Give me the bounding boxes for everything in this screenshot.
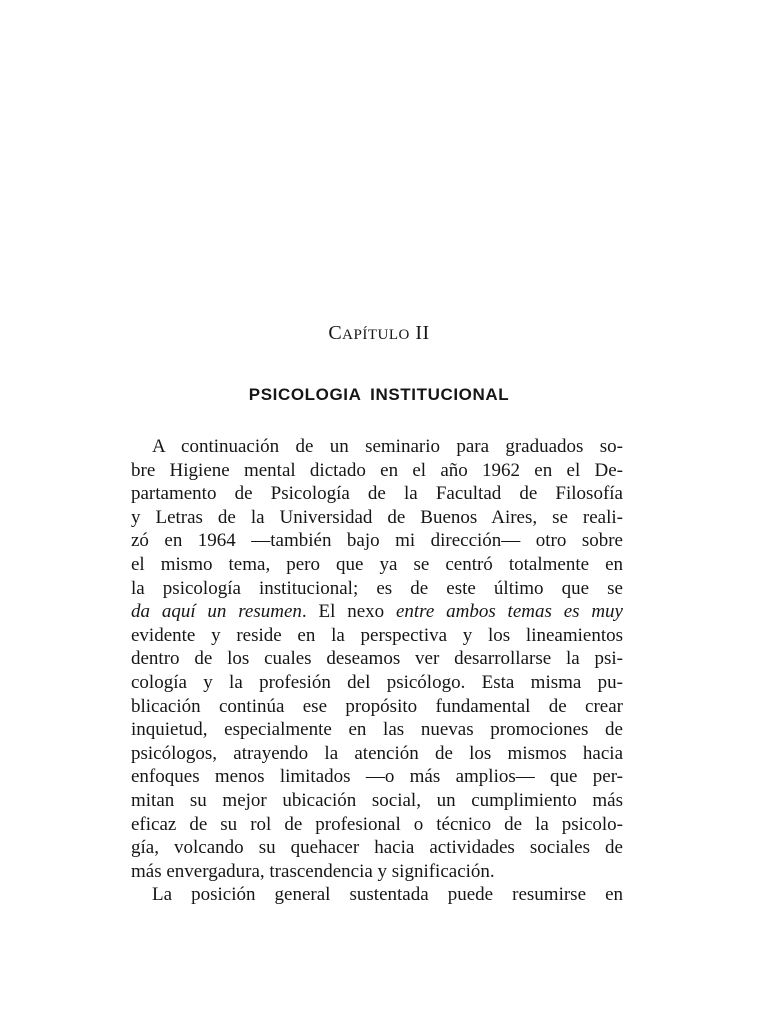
text-segment: enfoques menos limitados —o más amplios— que per- [131, 766, 623, 788]
chapter-word-rest: APÍTULO [342, 327, 410, 343]
text-line [131, 600, 623, 624]
text-line [131, 577, 623, 601]
text-line [131, 647, 623, 671]
text-segment: el mismo tema, pero que ya se centró totalmente en [131, 553, 623, 575]
text-segment: bre Higiene mental dictado en el año 1962 en el De- [131, 459, 623, 481]
text-line [131, 482, 623, 506]
text-segment: cología y la profesión del psicólogo. Esta misma pu- [131, 671, 623, 693]
text-line [131, 624, 623, 648]
chapter-numeral: II [415, 322, 430, 344]
chapter-first-letter: C [328, 322, 343, 344]
text-line [131, 553, 623, 577]
paragraph [131, 435, 623, 883]
paragraph [131, 883, 623, 907]
text-segment: A continuación de un seminario para graduados so- [152, 436, 623, 457]
text-segment: más envergadura, trascendencia y significación. [131, 860, 495, 882]
body-text [131, 435, 623, 907]
text-line [131, 459, 623, 483]
text-segment: partamento de Psicología de la Facultad de Filosofía [131, 483, 623, 505]
chapter-heading [0, 322, 758, 345]
text-line [131, 765, 623, 789]
text-line [131, 813, 623, 837]
text-line [131, 742, 623, 766]
text-segment: psicólogos, atrayendo la atención de los mismos hacia [131, 742, 623, 764]
text-line [131, 789, 623, 813]
text-line [131, 435, 623, 459]
text-line [131, 695, 623, 719]
text-line [131, 529, 623, 553]
text-segment: dentro de los cuales deseamos ver desarrollarse la psi- [131, 648, 623, 670]
text-segment: inquietud, especialmente en las nuevas promociones de [131, 719, 623, 741]
text-segment: mitan su mejor ubicación social, un cumplimiento más [131, 789, 623, 811]
text-line [131, 718, 623, 742]
text-line [131, 836, 623, 860]
text-line [131, 506, 623, 530]
text-segment: . El nexo [301, 601, 396, 623]
text-segment: la psicología institucional; es de este último que se [131, 577, 623, 599]
text-segment: blicación continúa ese propósito fundamental de crear [131, 695, 623, 717]
text-segment: eficaz de su rol de profesional o técnico de la psicolo- [131, 813, 623, 835]
text-segment: gía, volcando su quehacer hacia actividades sociales de [131, 837, 623, 859]
text-line [131, 883, 623, 907]
text-segment: La posición general sustentada puede resumirse en [152, 884, 623, 906]
text-segment: zó en 1964 —también bajo mi dirección— otro sobre [131, 530, 623, 552]
chapter-title: PSICOLOGIA INSTITUCIONAL [248, 385, 510, 404]
italic-text: da aquí un resumen [131, 601, 302, 623]
text-segment: y Letras de la Universidad de Buenos Aires, se reali- [131, 506, 623, 528]
italic-text: entre ambos temas es muy [395, 601, 623, 623]
text-line [131, 671, 623, 695]
text-line [131, 860, 623, 884]
text-segment: evidente y reside en la perspectiva y los lineamientos [131, 624, 623, 646]
